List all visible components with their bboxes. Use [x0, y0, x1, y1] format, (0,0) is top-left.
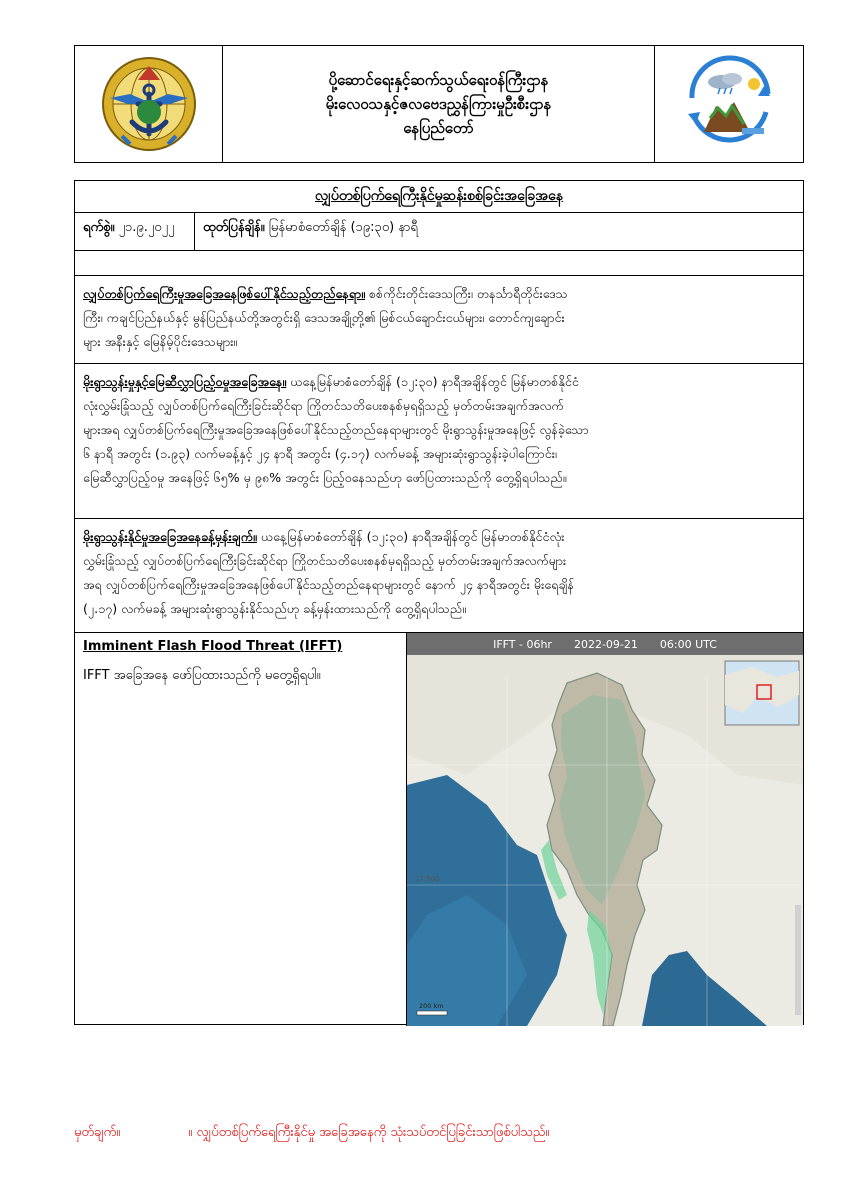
city-name: နေပြည်တော် — [403, 119, 474, 137]
rainfall-forecast-section — [75, 519, 803, 633]
rainfall-soil-heading: မိုးရွာသွန်းမှုနှင့်မြေဆီလွှာပြည့်ဝမှုအခြေအနေ။ — [83, 374, 287, 389]
ifft-row — [75, 633, 803, 1026]
risk-areas-heading: လျှပ်တစ်ပြက်ရေကြီးမှုအခြေအနေဖြစ်ပေါ်နိုင်သည့်တည်နေရာ။ — [83, 286, 366, 301]
department-name: မိုးလေဝသနှင့်ဇလဗေဒညွှန်ကြားမှုဦးစီးဌာန — [325, 95, 552, 113]
map-date: 2022-09-21 — [573, 637, 638, 651]
rainfall-soil-text-4: ၆ နာရီ အတွင်း (၁.၉၃) လက်မခန့်နှင့် ၂၄ နာရီ အတွင်း (၄.၁၇) လက်မခန့် အများဆုံးရွာသွန်းခဲ့ပါကြောင်း၊ — [83, 446, 557, 461]
forecast-heading: မိုးရွာသွန်းနိုင်မှုအခြေအနေခန့်မှန်းချက်။ — [83, 529, 257, 544]
map-product: IFFT - 06hr — [493, 637, 552, 651]
risk-areas-section — [75, 276, 803, 364]
date-row — [75, 213, 803, 251]
issue-time-cell — [195, 213, 803, 250]
rainfall-soil-section — [75, 364, 803, 519]
date-value: ၂၁.၉.၂၀၂၂ — [118, 220, 175, 235]
map-time: 06:00 UTC — [659, 637, 717, 651]
ifft-body: IFFT အခြေအနေ ဖော်ပြထားသည်ကို မတွေ့ရှိရပါ။ — [83, 668, 321, 683]
date-label: ရက်စွဲ။ — [83, 220, 115, 235]
bulletin-table — [74, 180, 804, 1025]
date-cell — [75, 213, 195, 250]
bulletin-title: လျှပ်တစ်ပြက်ရေကြီးနိုင်မှုဆန်းစစ်ခြင်းအခြေအနေ — [315, 188, 563, 204]
ifft-title: Imminent Flash Flood Threat (IFFT) — [83, 639, 343, 654]
forecast-text-3: အရ လျှပ်တစ်ပြက်ရေကြီးမှုအခြေအနေဖြစ်ပေါ်နိုင်သည့်တည်နေရာများတွင် နောက် ၂၄ နာရီအတွင်း မိုးရေချိန် — [83, 577, 574, 592]
risk-areas-text-2: ကြီး၊ ကချင်ပြည်နယ်နှင့် မွန်ပြည်နယ်တို့အတွင်းရှိ ဒေသအချို့တို့၏ မြစ်ငယ်ချောင်းငယ်များ၊ တောင်ကျချောင်း — [83, 310, 565, 325]
rainfall-soil-text-2: လုံးလွှမ်းခြုံသည့် လျှပ်တစ်ပြက်ရေကြီးခြင်းဆိုင်ရာ ကြိုတင်သတိပေးစနစ်မှရရှိသည့် မှတ်တမ်းအချက်အလက် — [83, 398, 564, 413]
hydrological-cycle-logo — [655, 46, 803, 162]
map-header — [407, 633, 803, 655]
spacer-row — [75, 251, 803, 276]
anchor-globe-icon — [100, 54, 198, 154]
forecast-text-4: (၂.၁၇) လက်မခန့် အများဆုံးရွာသွန်းနိုင်သည်ဟု ခန့်မှန်းထားသည်ကို တွေ့ရှိရပါသည်။ — [83, 601, 466, 616]
ministry-title — [223, 46, 655, 162]
ifft-map — [407, 633, 803, 1026]
rainfall-soil-text-5: မြေဆီလွှာပြည့်ဝမှု အနေဖြင့် ၆၅% မှ ၉၈% အတွင်း ပြည့်ဝနေသည်ဟု ဖော်ပြထားသည်ကို တွေ့ရှိရပါသည်။ — [83, 470, 567, 485]
bulletin-title-row — [75, 181, 803, 213]
risk-areas-text-1: စစ်ကိုင်းတိုင်းဒေသကြီး၊ တနင်္သာရီတိုင်းဒေသ — [369, 286, 568, 301]
ifft-text-cell — [75, 633, 407, 1026]
myanmar-map — [407, 655, 803, 1026]
forecast-text-2: လွှမ်းခြုံသည့် လျှပ်တစ်ပြက်ရေကြီးခြင်းဆိုင်ရာ ကြိုတင်သတိပေးစနစ်မှရရှိသည့် မှတ်တမ်းအချက်အလက်များ — [83, 553, 567, 568]
issue-time-value: မြန်မာစံတော်ချိန် (၁၉:၃၀) နာရီ — [268, 220, 418, 235]
forecast-text-1: ယနေ့မြန်မာစံတော်ချိန် (၁၂:၃၀) နာရီအချိန်တွင် မြန်မာတစ်နိုင်ငံလုံး — [260, 529, 565, 544]
scale-bar — [417, 1011, 447, 1015]
map-scrollbar[interactable] — [795, 905, 801, 1015]
note-text: ။ လျှပ်တစ်ပြက်ရေကြီးနိုင်မှု အခြေအနေကို သုံးသပ်တင်ပြခြင်းသာဖြစ်ပါသည်။ — [188, 1125, 550, 1140]
rainfall-soil-text-1: ယနေ့မြန်မာစံတော်ချိန် (၁၂:၃၀) နာရီအချိန်တွင် မြန်မာတစ်နိုင်ငံ — [290, 374, 579, 389]
water-cycle-icon — [674, 54, 784, 154]
latitude-label: 17.500 — [415, 875, 440, 883]
footer-note — [74, 1124, 549, 1143]
issue-time-label: ထုတ်ပြန်ချိန်။ — [203, 220, 265, 235]
risk-areas-text-3: များ အနီးနှင့် မြေနိမ့်ပိုင်းဒေသများ။ — [83, 334, 238, 349]
department-seal-logo — [75, 46, 223, 162]
scale-bar-label: 200 km — [419, 1002, 444, 1010]
ministry-name: ပို့ဆောင်ရေးနှင့်ဆက်သွယ်ရေးဝန်ကြီးဌာန — [328, 71, 549, 89]
rainfall-soil-text-3: များအရ လျှပ်တစ်ပြက်ရေကြီးမှုအခြေအနေဖြစ်ပေါ်နိုင်သည့်တည်နေရာများတွင် မိုးရွာသွန်းမှုအနေဖြင့် လွန်ခဲ့သော — [83, 422, 589, 437]
header-table — [74, 45, 804, 163]
note-label: မှတ်ချက်။ — [74, 1125, 121, 1140]
